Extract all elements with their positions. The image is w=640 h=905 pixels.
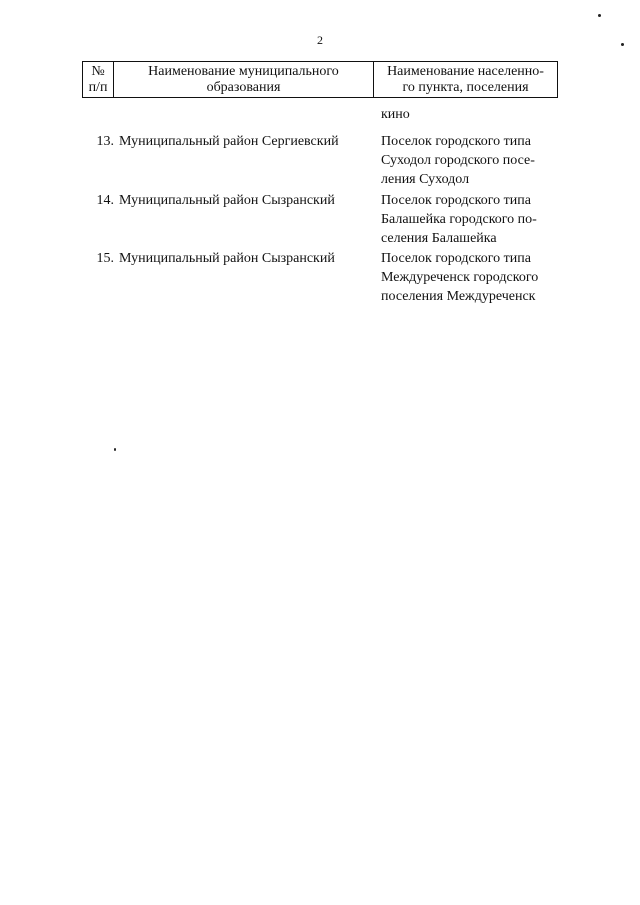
row-municipality: Муниципальный район Сергиевский [119,134,339,149]
settlement-line: ления Суходол [381,172,470,187]
scan-speck [598,14,601,17]
row-settlement [381,249,561,306]
scan-speck [114,448,116,451]
header-num-line-1: № [91,64,105,79]
header-settlement [374,62,558,98]
header-num-line-2: п/п [88,80,108,95]
header-municipality-line-2: образования [206,80,281,95]
header-settlement-line-1: Наименование населенно- [387,64,544,79]
row-number: 15. [96,251,114,266]
row-number: 14. [96,193,114,208]
settlement-continuation: кино [381,107,410,122]
header-settlement-line-2: го пункта, поселения [402,80,529,95]
header-municipality [114,62,374,98]
table-header [82,61,558,98]
header-num [83,62,114,98]
row-municipality: Муниципальный район Сызранский [119,251,335,266]
settlement-line: Балашейка городского по- [381,212,537,227]
settlement-line: Поселок городского типа [381,193,531,208]
settlement-line: Суходол городского посе- [381,153,535,168]
scan-speck [621,43,624,46]
row-settlement [381,191,561,248]
settlement-line: поселения Междуреченск [381,289,536,304]
page-number: 2 [317,33,323,47]
settlement-line: селения Балашейка [381,231,497,246]
settlement-line: Поселок городского типа [381,251,531,266]
row-municipality: Муниципальный район Сызранский [119,193,335,208]
settlement-line: Поселок городского типа [381,134,531,149]
row-number: 13. [96,134,114,149]
settlement-line: Междуреченск городского [381,270,539,285]
header-municipality-line-1: Наименование муниципального [148,64,339,79]
row-settlement [381,132,561,189]
